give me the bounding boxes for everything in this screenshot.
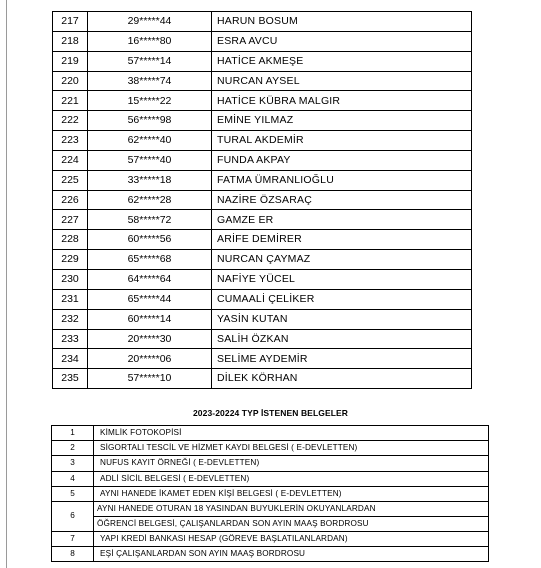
person-name: EMİNE YILMAZ <box>212 111 472 131</box>
document-row <box>52 531 489 546</box>
person-name: GAMZE ER <box>212 210 472 230</box>
person-name: FUNDA AKPAY <box>212 150 472 170</box>
row-number: 227 <box>53 210 88 230</box>
document-number: 1 <box>52 426 94 441</box>
person-name: NURCAN AYSEL <box>212 71 472 91</box>
row-number: 221 <box>53 91 88 111</box>
table-row <box>53 210 472 230</box>
table-row <box>53 190 472 210</box>
document-description <box>94 456 489 471</box>
masked-id: 38*****74 <box>88 71 212 91</box>
table-row <box>53 111 472 131</box>
person-name: FATMA ÜMRANLIOĞLU <box>212 170 472 190</box>
table-row <box>53 170 472 190</box>
document-description <box>94 426 489 441</box>
masked-id: 58*****72 <box>88 210 212 230</box>
person-name: HARUN BOSUM <box>212 12 472 32</box>
row-number: 217 <box>53 12 88 32</box>
person-name: NAZİRE ÖZSARAÇ <box>212 190 472 210</box>
document-description <box>94 441 489 456</box>
table-row <box>53 131 472 151</box>
person-name: SALİH ÖZKAN <box>212 329 472 349</box>
masked-id: 57*****14 <box>88 51 212 71</box>
table-row <box>53 230 472 250</box>
document-row <box>52 441 489 456</box>
row-number: 230 <box>53 269 88 289</box>
masked-id: 15*****22 <box>88 91 212 111</box>
row-number: 219 <box>53 51 88 71</box>
row-number: 228 <box>53 230 88 250</box>
person-name: DİLEK KÖRHAN <box>212 369 472 389</box>
masked-id: 20*****06 <box>88 349 212 369</box>
person-name: HATİCE KÜBRA MALGIR <box>212 91 472 111</box>
document-description <box>94 471 489 486</box>
document-number: 5 <box>52 486 94 501</box>
masked-id: 60*****14 <box>88 309 212 329</box>
table-row <box>53 71 472 91</box>
row-number: 229 <box>53 250 88 270</box>
row-number: 235 <box>53 369 88 389</box>
document-number: 8 <box>52 547 94 562</box>
document-row <box>52 471 489 486</box>
page-edge <box>6 0 7 568</box>
document-text-line: NUFUS KAYIT ÖRNEĞİ ( E-DEVLETTEN) <box>100 458 260 468</box>
row-number: 220 <box>53 71 88 91</box>
row-number: 234 <box>53 349 88 369</box>
person-name: NAFİYE YÜCEL <box>212 269 472 289</box>
document-row <box>52 501 489 531</box>
table-row <box>53 369 472 389</box>
table-row <box>53 329 472 349</box>
documents-title: 2023-20224 TYP İSTENEN BELGELER <box>192 408 349 418</box>
table-row <box>53 289 472 309</box>
row-number: 218 <box>53 31 88 51</box>
masked-id: 29*****44 <box>88 12 212 32</box>
row-number: 233 <box>53 329 88 349</box>
table-row <box>53 12 472 32</box>
person-name: ARİFE DEMİRER <box>212 230 472 250</box>
document-description <box>94 486 489 501</box>
table-row <box>53 269 472 289</box>
row-number: 226 <box>53 190 88 210</box>
masked-id: 62*****28 <box>88 190 212 210</box>
person-name: ESRA AVCU <box>212 31 472 51</box>
row-number: 231 <box>53 289 88 309</box>
document-description <box>94 501 489 531</box>
table-row <box>53 51 472 71</box>
masked-id: 20*****30 <box>88 329 212 349</box>
masked-id: 57*****10 <box>88 369 212 389</box>
table-row <box>53 31 472 51</box>
document-number: 7 <box>52 531 94 546</box>
document-number: 6 <box>52 501 94 531</box>
table-row <box>53 91 472 111</box>
document-text-line: YAPI KREDİ BANKASI HESAP (GÖREVE BAŞLATILANLARDAN) <box>100 534 348 544</box>
person-name: CUMAALİ ÇELİKER <box>212 289 472 309</box>
person-name: TURAL AKDEMİR <box>212 131 472 151</box>
row-number: 222 <box>53 111 88 131</box>
document-row <box>52 456 489 471</box>
table-row <box>53 309 472 329</box>
person-name: SELİME AYDEMİR <box>212 349 472 369</box>
masked-id: 65*****44 <box>88 289 212 309</box>
document-row <box>52 486 489 501</box>
person-name: NURCAN ÇAYMAZ <box>212 250 472 270</box>
document-number: 4 <box>52 471 94 486</box>
masked-id: 16*****80 <box>88 31 212 51</box>
masked-id: 57*****40 <box>88 150 212 170</box>
row-number: 232 <box>53 309 88 329</box>
masked-id: 62*****40 <box>88 131 212 151</box>
masked-id: 33*****18 <box>88 170 212 190</box>
document-description <box>94 547 489 562</box>
required-documents-table <box>51 425 489 562</box>
masked-id: 60*****56 <box>88 230 212 250</box>
document-number: 2 <box>52 441 94 456</box>
person-name: HATİCE AKMEŞE <box>212 51 472 71</box>
document-row <box>52 426 489 441</box>
document-number: 3 <box>52 456 94 471</box>
document-description <box>94 531 489 546</box>
document-row <box>52 547 489 562</box>
document-text-line: ÖĞRENCİ BELGESİ, ÇALIŞANLARDAN SON AYIN MAAŞ BORDROSU <box>94 516 488 531</box>
document-text-line: AYNI HANEDE İKAMET EDEN KİŞİ BELGESİ ( E-DEVLETTEN) <box>100 488 342 498</box>
row-number: 223 <box>53 131 88 151</box>
table-row <box>53 250 472 270</box>
document-text-line: SİGORTALI TESCİL VE HİZMET KAYDI BELGESİ ( E-DEVLETTEN) <box>100 443 358 453</box>
document-text-line: ADLİ SİCİL BELGESİ ( E-DEVLETTEN) <box>100 473 250 483</box>
table-row <box>53 150 472 170</box>
row-number: 224 <box>53 150 88 170</box>
document-text-line: AYNI HANEDE OTURAN 18 YASINDAN BUYUKLERİN OKUYANLARDAN <box>97 503 376 513</box>
masked-id: 56*****98 <box>88 111 212 131</box>
participants-table <box>52 11 472 389</box>
document-text-line: KİMLİK FOTOKOPİSİ <box>100 428 182 438</box>
masked-id: 64*****64 <box>88 269 212 289</box>
masked-id: 65*****68 <box>88 250 212 270</box>
row-number: 225 <box>53 170 88 190</box>
document-text-line: EŞİ ÇALIŞANLARDAN SON AYIN MAAŞ BORDROSU <box>100 549 306 559</box>
person-name: YASİN KUTAN <box>212 309 472 329</box>
table-row <box>53 349 472 369</box>
